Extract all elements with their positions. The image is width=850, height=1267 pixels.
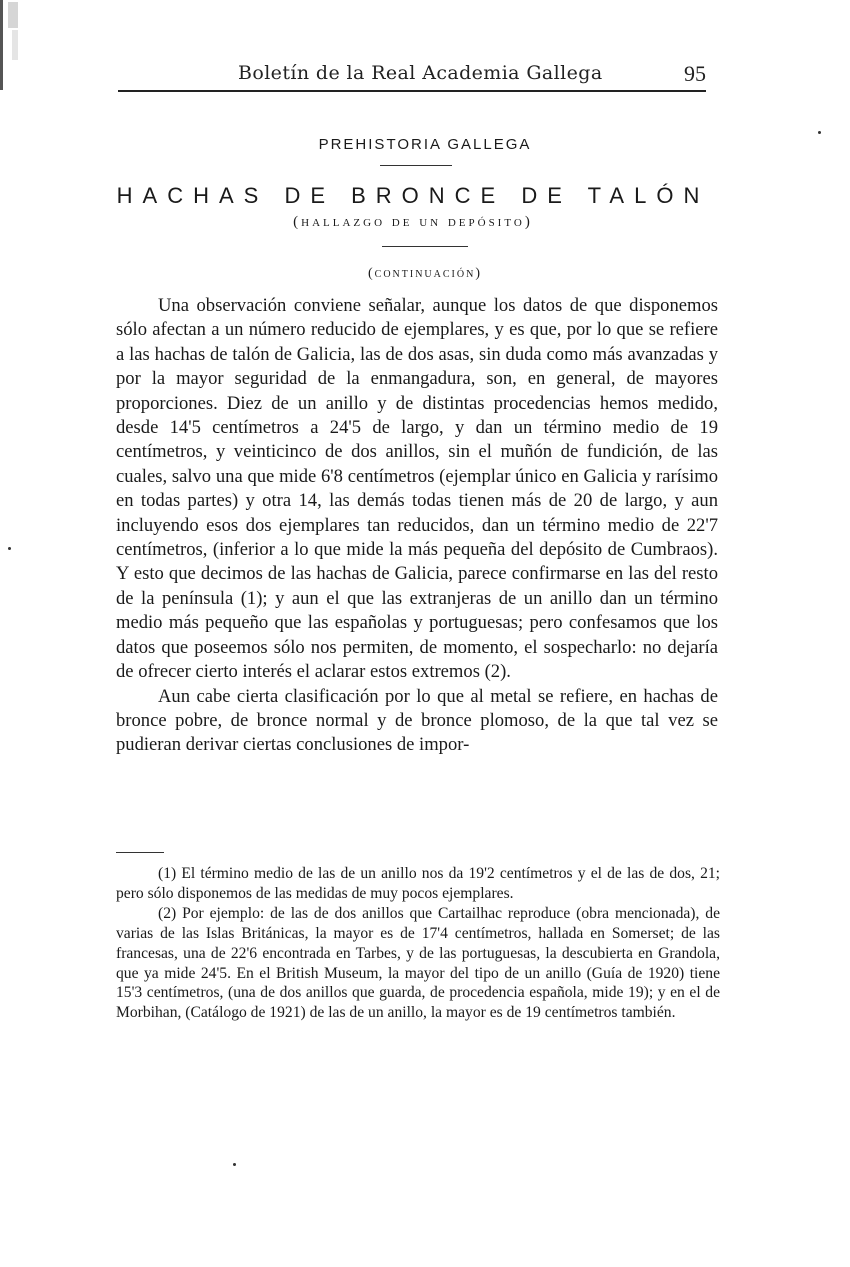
divider [380, 165, 452, 166]
article-subtitle: (hallazgo de un depósito) [293, 214, 533, 230]
divider [382, 246, 468, 247]
continuation-label: (continuación) [368, 266, 482, 281]
speck [233, 1163, 236, 1166]
article-title: HACHAS DE BRONCE DE TALÓN [116, 183, 710, 208]
page-number: 95 [684, 61, 706, 86]
body-paragraph: Una observación conviene señalar, aunque los datos de que disponemos sólo afectan a un número reducido de ejemplares, y es que, por lo que se refiere a las hachas de talón de Galicia, las de dos asas, sin duda como más avanzadas y por la mayor seguridad de la enmangadura, son, en general, de mayores proporciones. Diez de un anillo y de distintas procedencias hemos medido, desde 14'5 centímetros a 24'5 de largo, y dan un término medio de 19 centímetros, y veinticinco de dos anillos, sin el muñón de fundición, de las cuales, salvo una que mide 6'8 centímetros (ejemplar único en Galicia y rarísimo en todas partes) y otra 14, las demás todas tienen más de 20 de largo, y aun incluyendo esos dos ejemplares tan reducidos, dan un término medio de 22'7 centímetros, (inferior a lo que mide la más pequeña del depósito de Cumbraos). Y esto que decimos de las hachas de Galicia, parece confirmarse en las del resto de la península (1); y aun el que las extranjeras de un anillo dan un término medio más pequeño que las españolas y portuguesas; pero confesamos que los datos que poseemos sólo nos permiten, de momento, el sospecharlo: no dejaría de ofrecer cierto interés el aclarar estos extremos (2). [116, 295, 718, 683]
body-paragraph: Aun cabe cierta clasificación por lo que al metal se refiere, en hachas de bronce pobre, de bronce normal y de bronce plomoso, de la que tal vez se pudieran derivar ciertas conclusiones de impor- [116, 685, 718, 756]
journal-title: Boletín de la Real Academia Gallega [238, 62, 603, 84]
footnote: (1) El término medio de las de un anillo nos da 19'2 centímetros y el de las de dos, 21; pero sólo disponemos de las medidas de muy pocos ejemplares. [116, 865, 720, 902]
scan-edge-artifact [0, 0, 34, 90]
footnotes [116, 864, 720, 1023]
footnote-divider [116, 852, 164, 853]
footnote: (2) Por ejemplo: de las de dos anillos que Cartailhac reproduce (obra mencionada), de varias de las Islas Británicas, la mayor es de 17'4 centímetros, hallada en Somerset; de las francesas, una de 22'6 encontrada en Tarbes, y de las portuguesas, la descubierta en Grandola, que ya mide 24'5. En el British Museum, la mayor del tipo de un anillo (Guía de 1920) tiene 15'3 centímetros, (una de dos anillos que guarda, de procedencia española, mide 19); y en el de Morbihan, (Catálogo de 1921) de las de un anillo, la mayor es de 19 centímetros también. [116, 904, 720, 1022]
speck [818, 131, 821, 134]
section-heading: PREHISTORIA GALLEGA [318, 136, 532, 153]
speck [8, 547, 11, 550]
article-body [116, 294, 718, 758]
running-header [118, 58, 706, 92]
